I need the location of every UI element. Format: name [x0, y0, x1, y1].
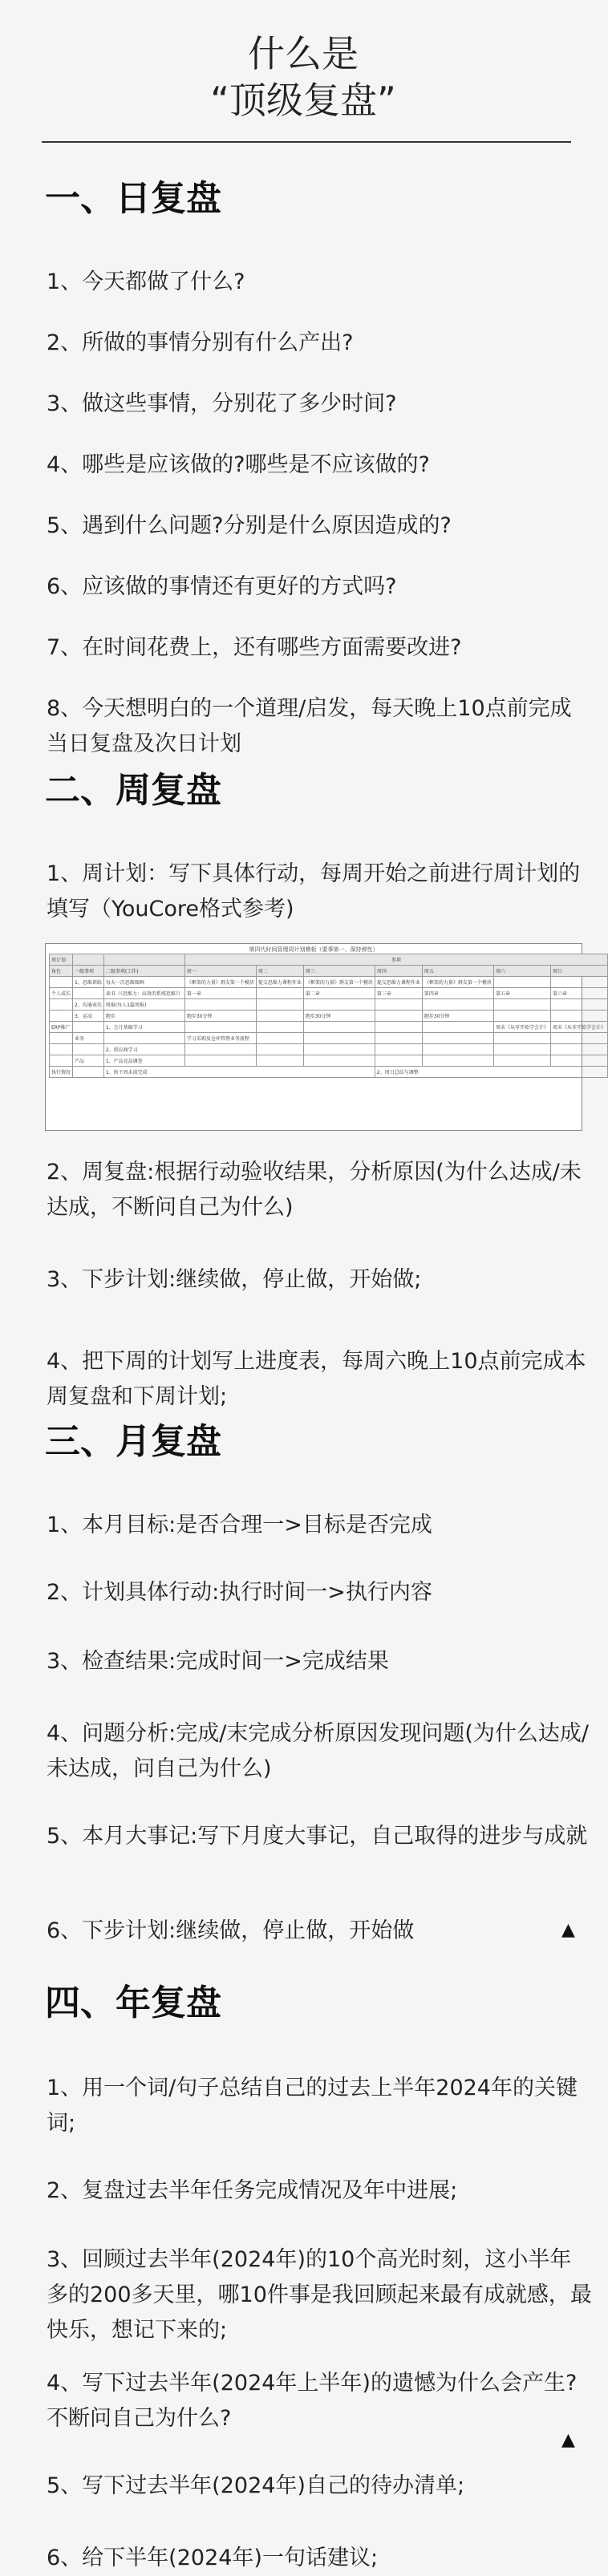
- table-cell: [184, 1044, 256, 1055]
- table-cell: 周末《从零开始学会计》: [550, 1022, 607, 1033]
- table-cell: [50, 1044, 73, 1055]
- table-cell: 1、思维训练: [73, 977, 104, 988]
- table-header-cell: 周日: [550, 966, 607, 977]
- table-cell: [103, 1033, 184, 1044]
- table-cell: [375, 1055, 422, 1067]
- table-cell: 周报(每人1篇周报): [103, 999, 184, 1011]
- table-cell: 产品: [73, 1055, 104, 1067]
- table-row: [50, 999, 608, 1011]
- table-cell: 3、运动: [73, 1011, 104, 1022]
- daily-item: 8、今天想明白的一个道理/启发，每天晚上10点前完成当日复盘及次日计划: [47, 696, 572, 756]
- daily-item: 3、做这些事情，分别花了多少时间?: [47, 391, 397, 416]
- table-cell: 业务: [73, 1033, 104, 1044]
- table-header-cell: 一级事项: [73, 966, 104, 977]
- weekly-item: 4、把下周的计划写上进度表，每周六晚上10点前完成本周复盘和下周计划;: [47, 1349, 586, 1409]
- table-cell: 事项: [184, 954, 607, 966]
- table-cell: [73, 988, 104, 999]
- table-cell: 第二章: [303, 988, 375, 999]
- yearly-item: 1、用一个词/句子总结自己的过去上半年2024年的关键词;: [47, 2076, 578, 2136]
- table-cell: [493, 1011, 550, 1022]
- table-cell: [50, 977, 73, 988]
- table-cell: [256, 1044, 303, 1055]
- table-cell: [550, 977, 607, 988]
- table-cell: [50, 999, 73, 1011]
- table-cell: 第五章: [493, 988, 550, 999]
- table-cell: 每天一次思维图画: [103, 977, 184, 988]
- section-heading-daily: 一、日复盘: [45, 178, 221, 219]
- table-cell: 提交思维力课程作业: [375, 977, 422, 988]
- table-cell: 读书（《思维力：高效的系统思维》）: [103, 988, 184, 999]
- table-cell: 1、产品竞品调查: [103, 1055, 184, 1067]
- table-cell: 周计划: [50, 954, 73, 966]
- daily-item: 1、今天都做了什么?: [47, 269, 245, 294]
- table-cell: [550, 1011, 607, 1022]
- table-cell: [375, 1033, 422, 1044]
- table-cell: [303, 1044, 375, 1055]
- monthly-item: 2、计划具体行动:执行时间一>执行内容: [47, 1580, 432, 1605]
- table-cell: [422, 1033, 493, 1044]
- table-row: [50, 1022, 608, 1033]
- table-cell: [550, 1033, 607, 1044]
- table-cell: 周末《从零开始学会计》: [493, 1022, 550, 1033]
- table-row: [50, 1011, 608, 1022]
- table-cell: 个人成长: [50, 988, 73, 999]
- table-cell: 跑步30分钟: [303, 1011, 375, 1022]
- table-cell: [103, 954, 184, 966]
- table-cell: 《框架的力量》群友第一个模块: [184, 977, 256, 988]
- table-cell: 1、按下周末前完成: [103, 1067, 375, 1078]
- table-cell: [422, 1055, 493, 1067]
- table-cell: 执行情况: [50, 1067, 73, 1078]
- table-cell: [493, 977, 550, 988]
- table-cell: [493, 1033, 550, 1044]
- table-cell: [256, 1033, 303, 1044]
- table-row: [50, 1055, 608, 1067]
- table-cell: [303, 1033, 375, 1044]
- table-cell: 2、周日总结与调整: [375, 1067, 607, 1078]
- monthly-item: 5、本月大事记:写下月度大事记，自己取得的进步与成就: [47, 1824, 588, 1849]
- table-row: [50, 988, 608, 999]
- table-cell: [375, 1044, 422, 1055]
- table-cell: [303, 1055, 375, 1067]
- title-divider: [42, 141, 571, 143]
- table-cell: [50, 1011, 73, 1022]
- table-header-cell: 周一: [184, 966, 256, 977]
- table-cell: [375, 999, 422, 1011]
- table-header-cell: 周二: [256, 966, 303, 977]
- table-cell: 跑步: [103, 1011, 184, 1022]
- table-cell: [303, 1022, 375, 1033]
- table-cell: [422, 999, 493, 1011]
- table-cell: [493, 999, 550, 1011]
- table-cell: ERP推广: [50, 1022, 73, 1033]
- table-cell: 1、会计基础学习: [103, 1022, 184, 1033]
- weekly-item: 3、下步计划:继续做，停止做，开始做;: [47, 1267, 422, 1292]
- table-cell: [422, 1044, 493, 1055]
- monthly-item: 6、下步计划:继续做，停止做，开始做: [47, 1918, 415, 1943]
- table-cell: 2、供应商学习: [103, 1044, 184, 1055]
- daily-item: 2、所做的事情分别有什么产出?: [47, 330, 354, 355]
- table-footer-row: [50, 1067, 608, 1078]
- page-title-line-1: 什么是: [248, 32, 359, 75]
- table-header-cell: 周六: [493, 966, 550, 977]
- weekly-item: 2、周复盘:根据行动验收结果，分析原因(为什么达成/未达成，不断问自己为什么): [47, 1160, 582, 1220]
- section-heading-weekly: 二、周复盘: [45, 770, 221, 811]
- table-header-row: [50, 966, 608, 977]
- table-cell: 《框架的力量》群友第一个模块: [422, 977, 493, 988]
- monthly-item: 1、本月目标:是否合理一>目标是否完成: [47, 1513, 432, 1537]
- table-cell: [256, 999, 303, 1011]
- section-heading-monthly: 三、月复盘: [45, 1421, 221, 1462]
- yearly-item: 3、回顾过去半年(2024年)的10个高光时刻，这小半年多的200多天里，哪10件事是我回顾起来最有成就感，最快乐，想记下来的;: [47, 2247, 592, 2343]
- table-cell: [550, 1044, 607, 1055]
- table-cell: 第一章: [184, 988, 256, 999]
- triangle-up-icon: ▲: [561, 1920, 575, 1940]
- table-cell: [256, 1011, 303, 1022]
- table-cell: [375, 1011, 422, 1022]
- table-cell: [184, 999, 256, 1011]
- table-cell: [73, 1022, 104, 1033]
- monthly-item: 3、检查结果:完成时间一>完成结果: [47, 1649, 389, 1674]
- yearly-item: 2、复盘过去半年任务完成情况及年中进展;: [47, 2178, 458, 2203]
- table-cell: [50, 1055, 73, 1067]
- yearly-item: 5、写下过去半年(2024年)自己的待办清单;: [47, 2473, 465, 2498]
- table-cell: [256, 1022, 303, 1033]
- plan-table-grid: [49, 954, 608, 1078]
- daily-item: 6、应该做的事情还有更好的方式吗?: [47, 574, 397, 599]
- table-row: [50, 1033, 608, 1044]
- daily-item: 4、哪些是应该做的?哪些是不应该做的?: [47, 452, 430, 477]
- triangle-up-icon: ▲: [561, 2430, 575, 2450]
- table-cell: 学习采购及仓库管理业务流程: [184, 1033, 256, 1044]
- table-cell: 《框架的力量》群友第一个模块: [303, 977, 375, 988]
- table-cell: [256, 988, 303, 999]
- table-cell: [493, 1044, 550, 1055]
- table-cell: [422, 1022, 493, 1033]
- table-row: [50, 977, 608, 988]
- table-cell: 提交思维力课程作业: [256, 977, 303, 988]
- monthly-item: 4、问题分析:完成/末完成分析原因发现问题(为什么达成/未达成，问自己为什么): [47, 1721, 590, 1781]
- table-cell: [550, 999, 607, 1011]
- table-cell: [50, 1033, 73, 1044]
- table-cell: [550, 1055, 607, 1067]
- table-cell: 第三章: [375, 988, 422, 999]
- table-header-cell: 周四: [375, 966, 422, 977]
- table-cell: [73, 1044, 104, 1055]
- table-row: [50, 1044, 608, 1055]
- yearly-item: 6、给下半年(2024年)一句话建议;: [47, 2546, 379, 2570]
- table-header-row-top: [50, 954, 608, 966]
- daily-item: 5、遇到什么问题?分别是什么原因造成的?: [47, 513, 452, 538]
- section-heading-yearly: 四、年复盘: [45, 1983, 221, 2023]
- table-cell: [73, 1067, 104, 1078]
- table-header-cell: 二级事项(工作): [103, 966, 184, 977]
- table-cell: [184, 1022, 256, 1033]
- weekly-plan-table: [45, 943, 606, 1131]
- table-header-cell: 周五: [422, 966, 493, 977]
- table-cell: 第四章: [422, 988, 493, 999]
- page-title: [0, 30, 606, 124]
- table-cell: [256, 1055, 303, 1067]
- plan-table-title: 第四代时间管理周计划模板（要事第一、保持弹性）: [249, 946, 379, 953]
- table-cell: 跑步30分钟: [184, 1011, 256, 1022]
- daily-item: 7、在时间花费上，还有哪些方面需要改进?: [47, 635, 462, 660]
- table-cell: [303, 999, 375, 1011]
- table-cell: [493, 1055, 550, 1067]
- table-cell: 跑步30分钟: [422, 1011, 493, 1022]
- table-header-cell: 角色: [50, 966, 73, 977]
- table-cell: 第六章: [550, 988, 607, 999]
- table-cell: [73, 954, 104, 966]
- table-cell: [184, 1055, 256, 1067]
- page-title-line-2: “顶级复盘”: [210, 79, 396, 122]
- weekly-item: 1、周计划：写下具体行动，每周开始之前进行周计划的填写（YouCore格式参考): [47, 861, 581, 921]
- table-cell: 2、沟通表达: [73, 999, 104, 1011]
- yearly-item: 4、写下过去半年(2024年上半年)的遗憾为什么会产生?不断问自己为什么?: [47, 2371, 578, 2431]
- table-header-cell: 周三: [303, 966, 375, 977]
- table-cell: [375, 1022, 422, 1033]
